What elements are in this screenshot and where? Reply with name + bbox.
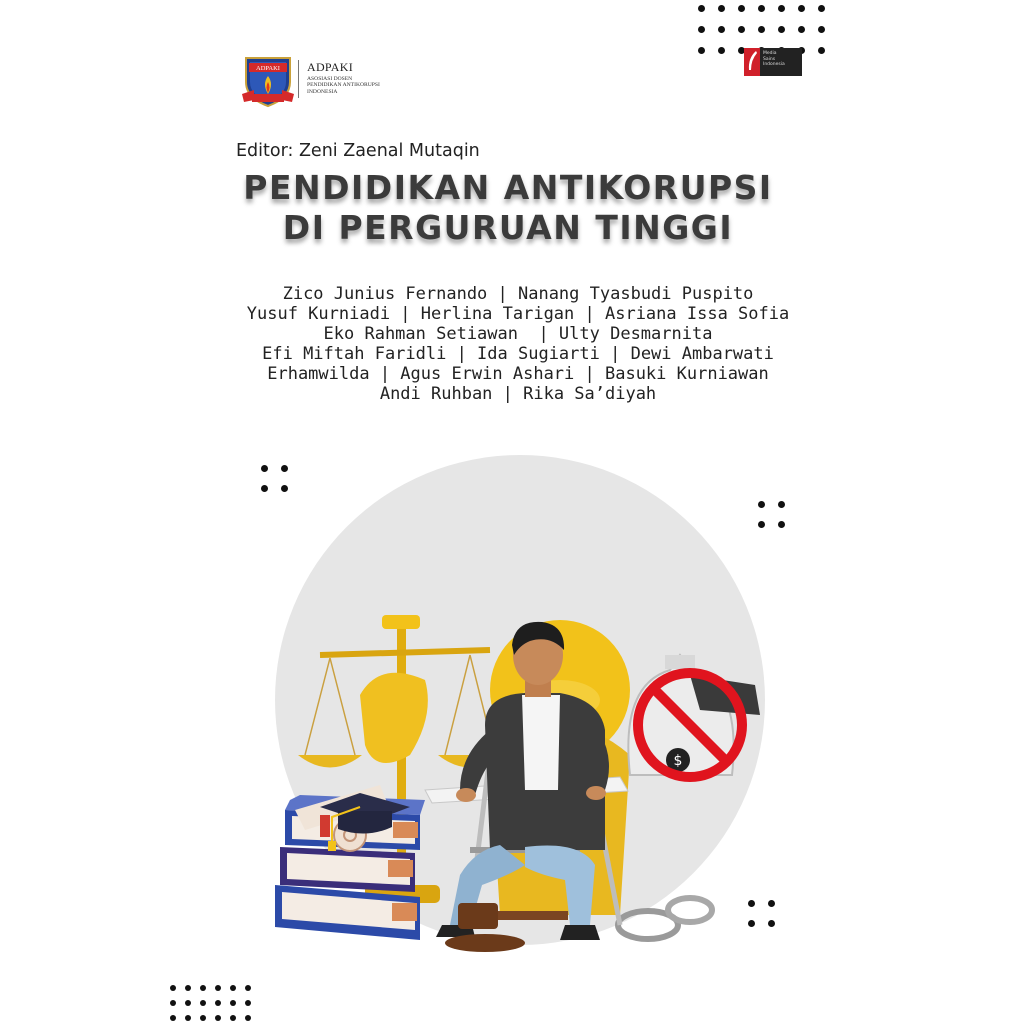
imprint-name-line: Media bbox=[763, 51, 777, 56]
decorative-dot bbox=[718, 5, 725, 12]
decorative-dot bbox=[185, 1015, 191, 1021]
decorative-dot bbox=[245, 1015, 251, 1021]
decorative-dot bbox=[718, 47, 725, 54]
imprint-name bbox=[763, 51, 785, 68]
author-line: Andi Ruhban | Rika Sa’diyah bbox=[379, 384, 657, 404]
decorative-dot bbox=[778, 5, 785, 12]
decorative-dot bbox=[818, 5, 825, 12]
decorative-dot bbox=[215, 1015, 221, 1021]
author-line: Yusuf Kurniadi | Herlina Tarigan | Asriana Issa Sofia bbox=[246, 304, 790, 324]
decorative-dot bbox=[698, 5, 705, 12]
decorative-dot bbox=[738, 26, 745, 33]
publisher-full-name-line: ASOSIASI DOSEN bbox=[307, 76, 353, 82]
decorative-dot bbox=[185, 985, 191, 991]
decorative-dot bbox=[758, 26, 765, 33]
decorative-dot bbox=[738, 5, 745, 12]
decorative-dot bbox=[778, 26, 785, 33]
book-title-line-1: PENDIDIKAN ANTIKORUPSI bbox=[243, 168, 773, 207]
decorative-dot bbox=[200, 1000, 206, 1006]
cover-illustration bbox=[260, 455, 780, 965]
decorative-dot bbox=[818, 47, 825, 54]
editor-credit: Editor: Zeni Zaenal Mutaqin bbox=[236, 141, 480, 161]
svg-text:$: $ bbox=[673, 753, 683, 769]
logo-divider bbox=[298, 60, 299, 98]
book-title-line-2: DI PERGURUAN TINGGI bbox=[282, 208, 734, 247]
author-line: Eko Rahman Setiawan | Ulty Desmarnita bbox=[323, 324, 713, 344]
author-line: Efi Miftah Faridli | Ida Sugiarti | Dewi Ambarwati bbox=[262, 344, 774, 364]
decorative-dot bbox=[170, 985, 176, 991]
decorative-dot bbox=[200, 985, 206, 991]
publisher-full-name-line: INDONESIA bbox=[307, 88, 338, 95]
publisher-full-name bbox=[307, 76, 380, 95]
imprint-logo bbox=[744, 48, 802, 76]
imprint-name-line: Indonesia bbox=[763, 62, 785, 67]
decorative-dot bbox=[185, 1000, 191, 1006]
author-line: Zico Junius Fernando | Nanang Tyasbudi Puspito bbox=[282, 284, 754, 304]
dot-grid-top-right bbox=[698, 5, 825, 54]
adpaki-shield-icon bbox=[240, 52, 296, 108]
decorative-dot bbox=[215, 985, 221, 991]
decorative-dot bbox=[798, 26, 805, 33]
decorative-dot bbox=[200, 1015, 206, 1021]
decorative-dot bbox=[215, 1000, 221, 1006]
decorative-dot bbox=[798, 5, 805, 12]
publisher-full-name-line: PENDIDIKAN ANTIKORUPSI bbox=[307, 82, 380, 89]
decorative-dot bbox=[818, 26, 825, 33]
adpaki-shield-label: ADPAKI bbox=[256, 65, 280, 72]
publisher-name: ADPAKI bbox=[307, 60, 354, 74]
decorative-dot bbox=[698, 47, 705, 54]
decorative-dot bbox=[245, 1000, 251, 1006]
decorative-dot bbox=[170, 1015, 176, 1021]
decorative-dot bbox=[758, 5, 765, 12]
dot-grid-bottom-left bbox=[170, 985, 251, 1021]
decorative-dot bbox=[245, 985, 251, 991]
decorative-dot bbox=[230, 985, 236, 991]
quill-icon bbox=[744, 48, 760, 76]
author-line: Erhamwilda | Agus Erwin Ashari | Basuki Kurniawan bbox=[267, 364, 769, 384]
decorative-dot bbox=[230, 1000, 236, 1006]
author-list bbox=[188, 284, 848, 404]
decorative-dot bbox=[230, 1015, 236, 1021]
imprint-name-line: Sains bbox=[763, 56, 776, 62]
decorative-dot bbox=[698, 26, 705, 33]
decorative-dot bbox=[718, 26, 725, 33]
decorative-dot bbox=[170, 1000, 176, 1006]
